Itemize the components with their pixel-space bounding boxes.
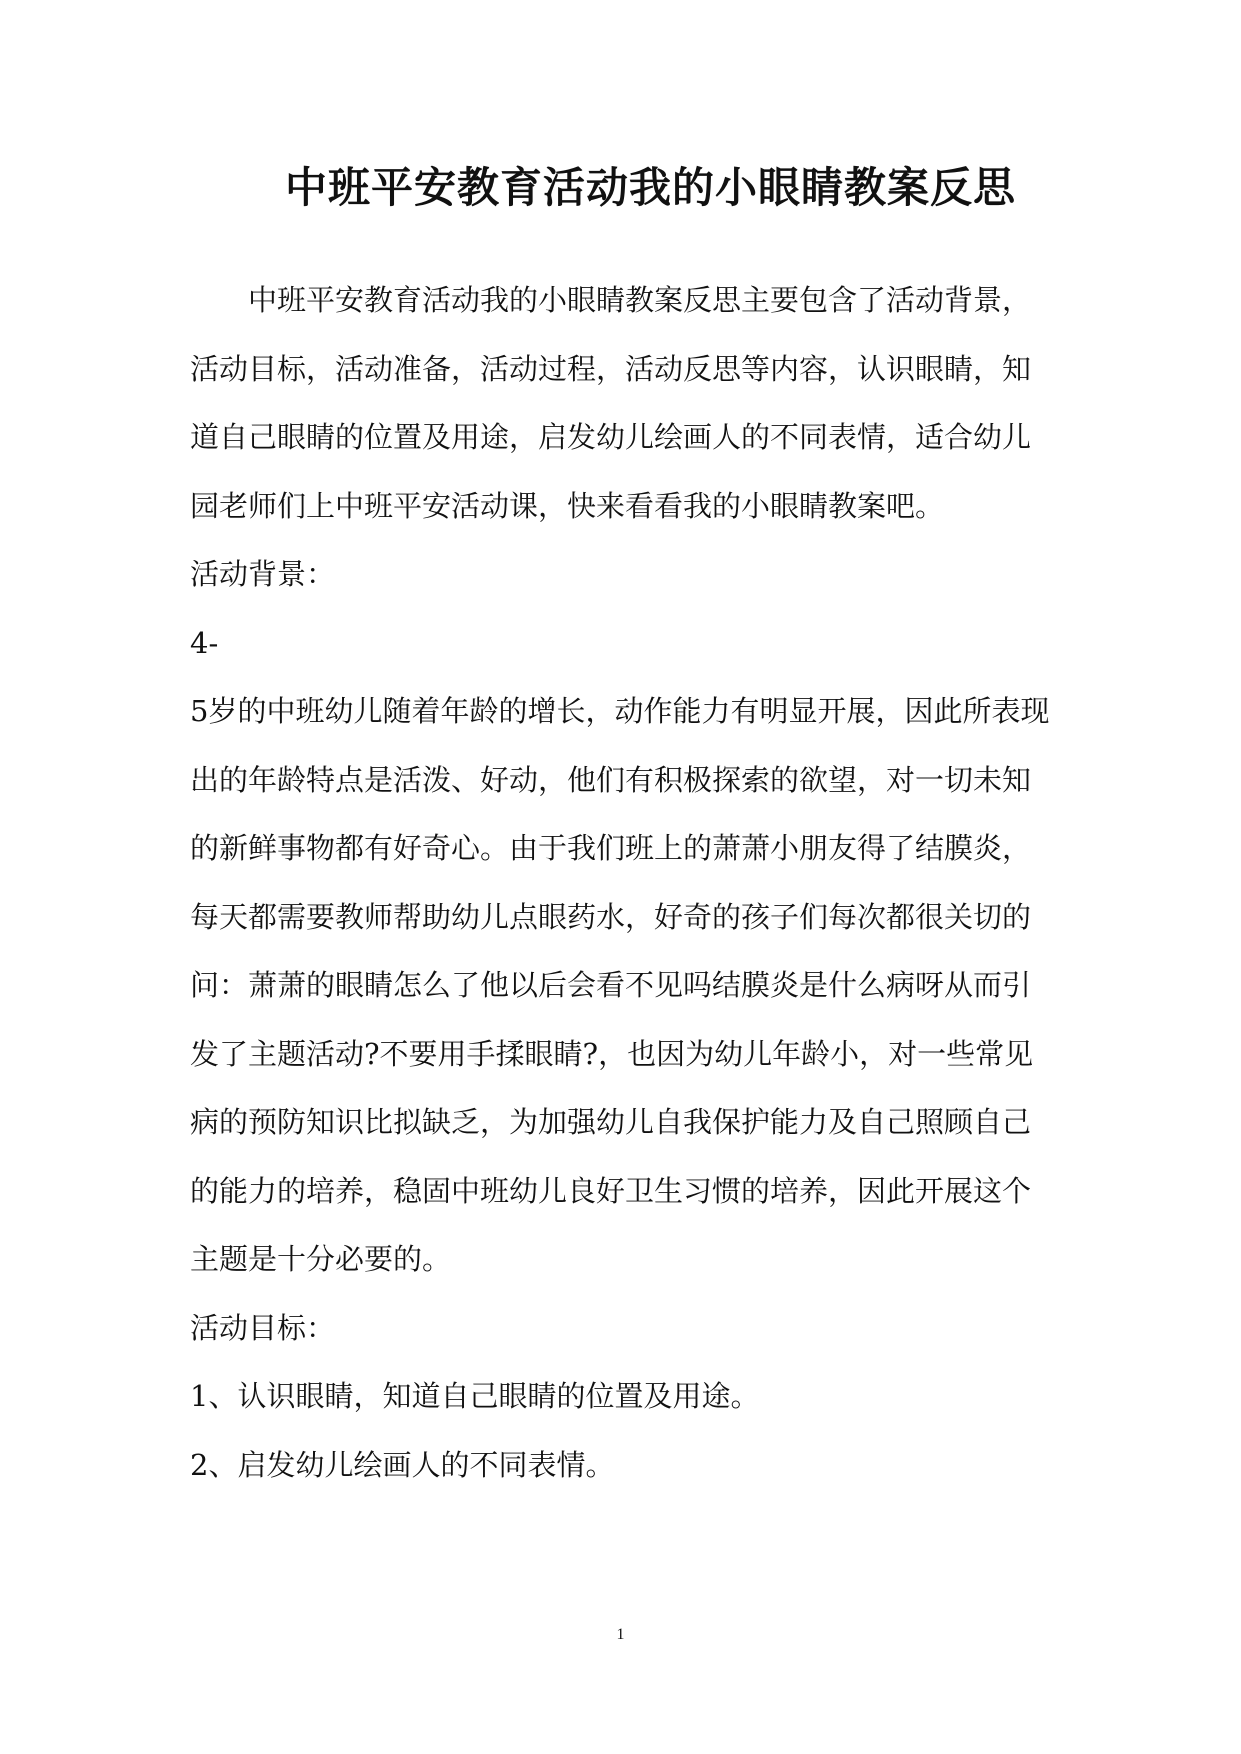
intro-line: 道自己眼睛的位置及用途，启发幼儿绘画人的不同表情，适合幼儿 bbox=[190, 420, 1032, 454]
intro-line: 中班平安教育活动我的小眼睛教案反思主要包含了活动背景， bbox=[248, 283, 1032, 317]
intro-line: 园老师们上中班平安活动课，快来看看我的小眼睛教案吧。 bbox=[190, 488, 945, 523]
background-line: 的能力的培养，稳固中班幼儿良好卫生习惯的培养，因此开展这个 bbox=[190, 1173, 1032, 1208]
intro-line: 活动目标，活动准备，活动过程，活动反思等内容，认识眼睛，知 bbox=[190, 351, 1032, 386]
background-prefix: 4- bbox=[190, 625, 219, 660]
page-number: 1 bbox=[616, 1626, 625, 1643]
goal-item: 1、认识眼睛，知道自己眼睛的位置及用途。 bbox=[190, 1379, 760, 1413]
background-line: 每天都需要教师帮助幼儿点眼药水，好奇的孩子们每次都很关切的 bbox=[190, 899, 1032, 934]
section-heading-background: 活动背景： bbox=[190, 557, 336, 591]
background-line: 出的年龄特点是活泼、好动，他们有积极探索的欲望，对一切未知 bbox=[190, 762, 1032, 797]
background-line: 5岁的中班幼儿随着年龄的增长，动作能力有明显开展，因此所表现 bbox=[190, 694, 1050, 728]
background-line: 发了主题活动?不要用手揉眼睛?，也因为幼儿年龄小，对一些常见 bbox=[190, 1036, 1034, 1071]
background-line: 主题是十分必要的。 bbox=[190, 1242, 452, 1276]
document-title: 中班平安教育活动我的小眼睛教案反思 bbox=[284, 163, 1016, 212]
background-line: 的新鲜事物都有好奇心。由于我们班上的萧萧小朋友得了结膜炎， bbox=[190, 831, 1032, 865]
section-heading-goals: 活动目标： bbox=[190, 1310, 336, 1345]
document-body bbox=[190, 266, 1050, 1499]
goal-item: 2、启发幼儿绘画人的不同表情。 bbox=[190, 1447, 615, 1482]
background-line: 病的预防知识比拟缺乏，为加强幼儿自我保护能力及自己照顾自己 bbox=[190, 1105, 1032, 1139]
background-line: 问：萧萧的眼睛怎么了他以后会看不见吗结膜炎是什么病呀从而引 bbox=[190, 968, 1032, 1002]
